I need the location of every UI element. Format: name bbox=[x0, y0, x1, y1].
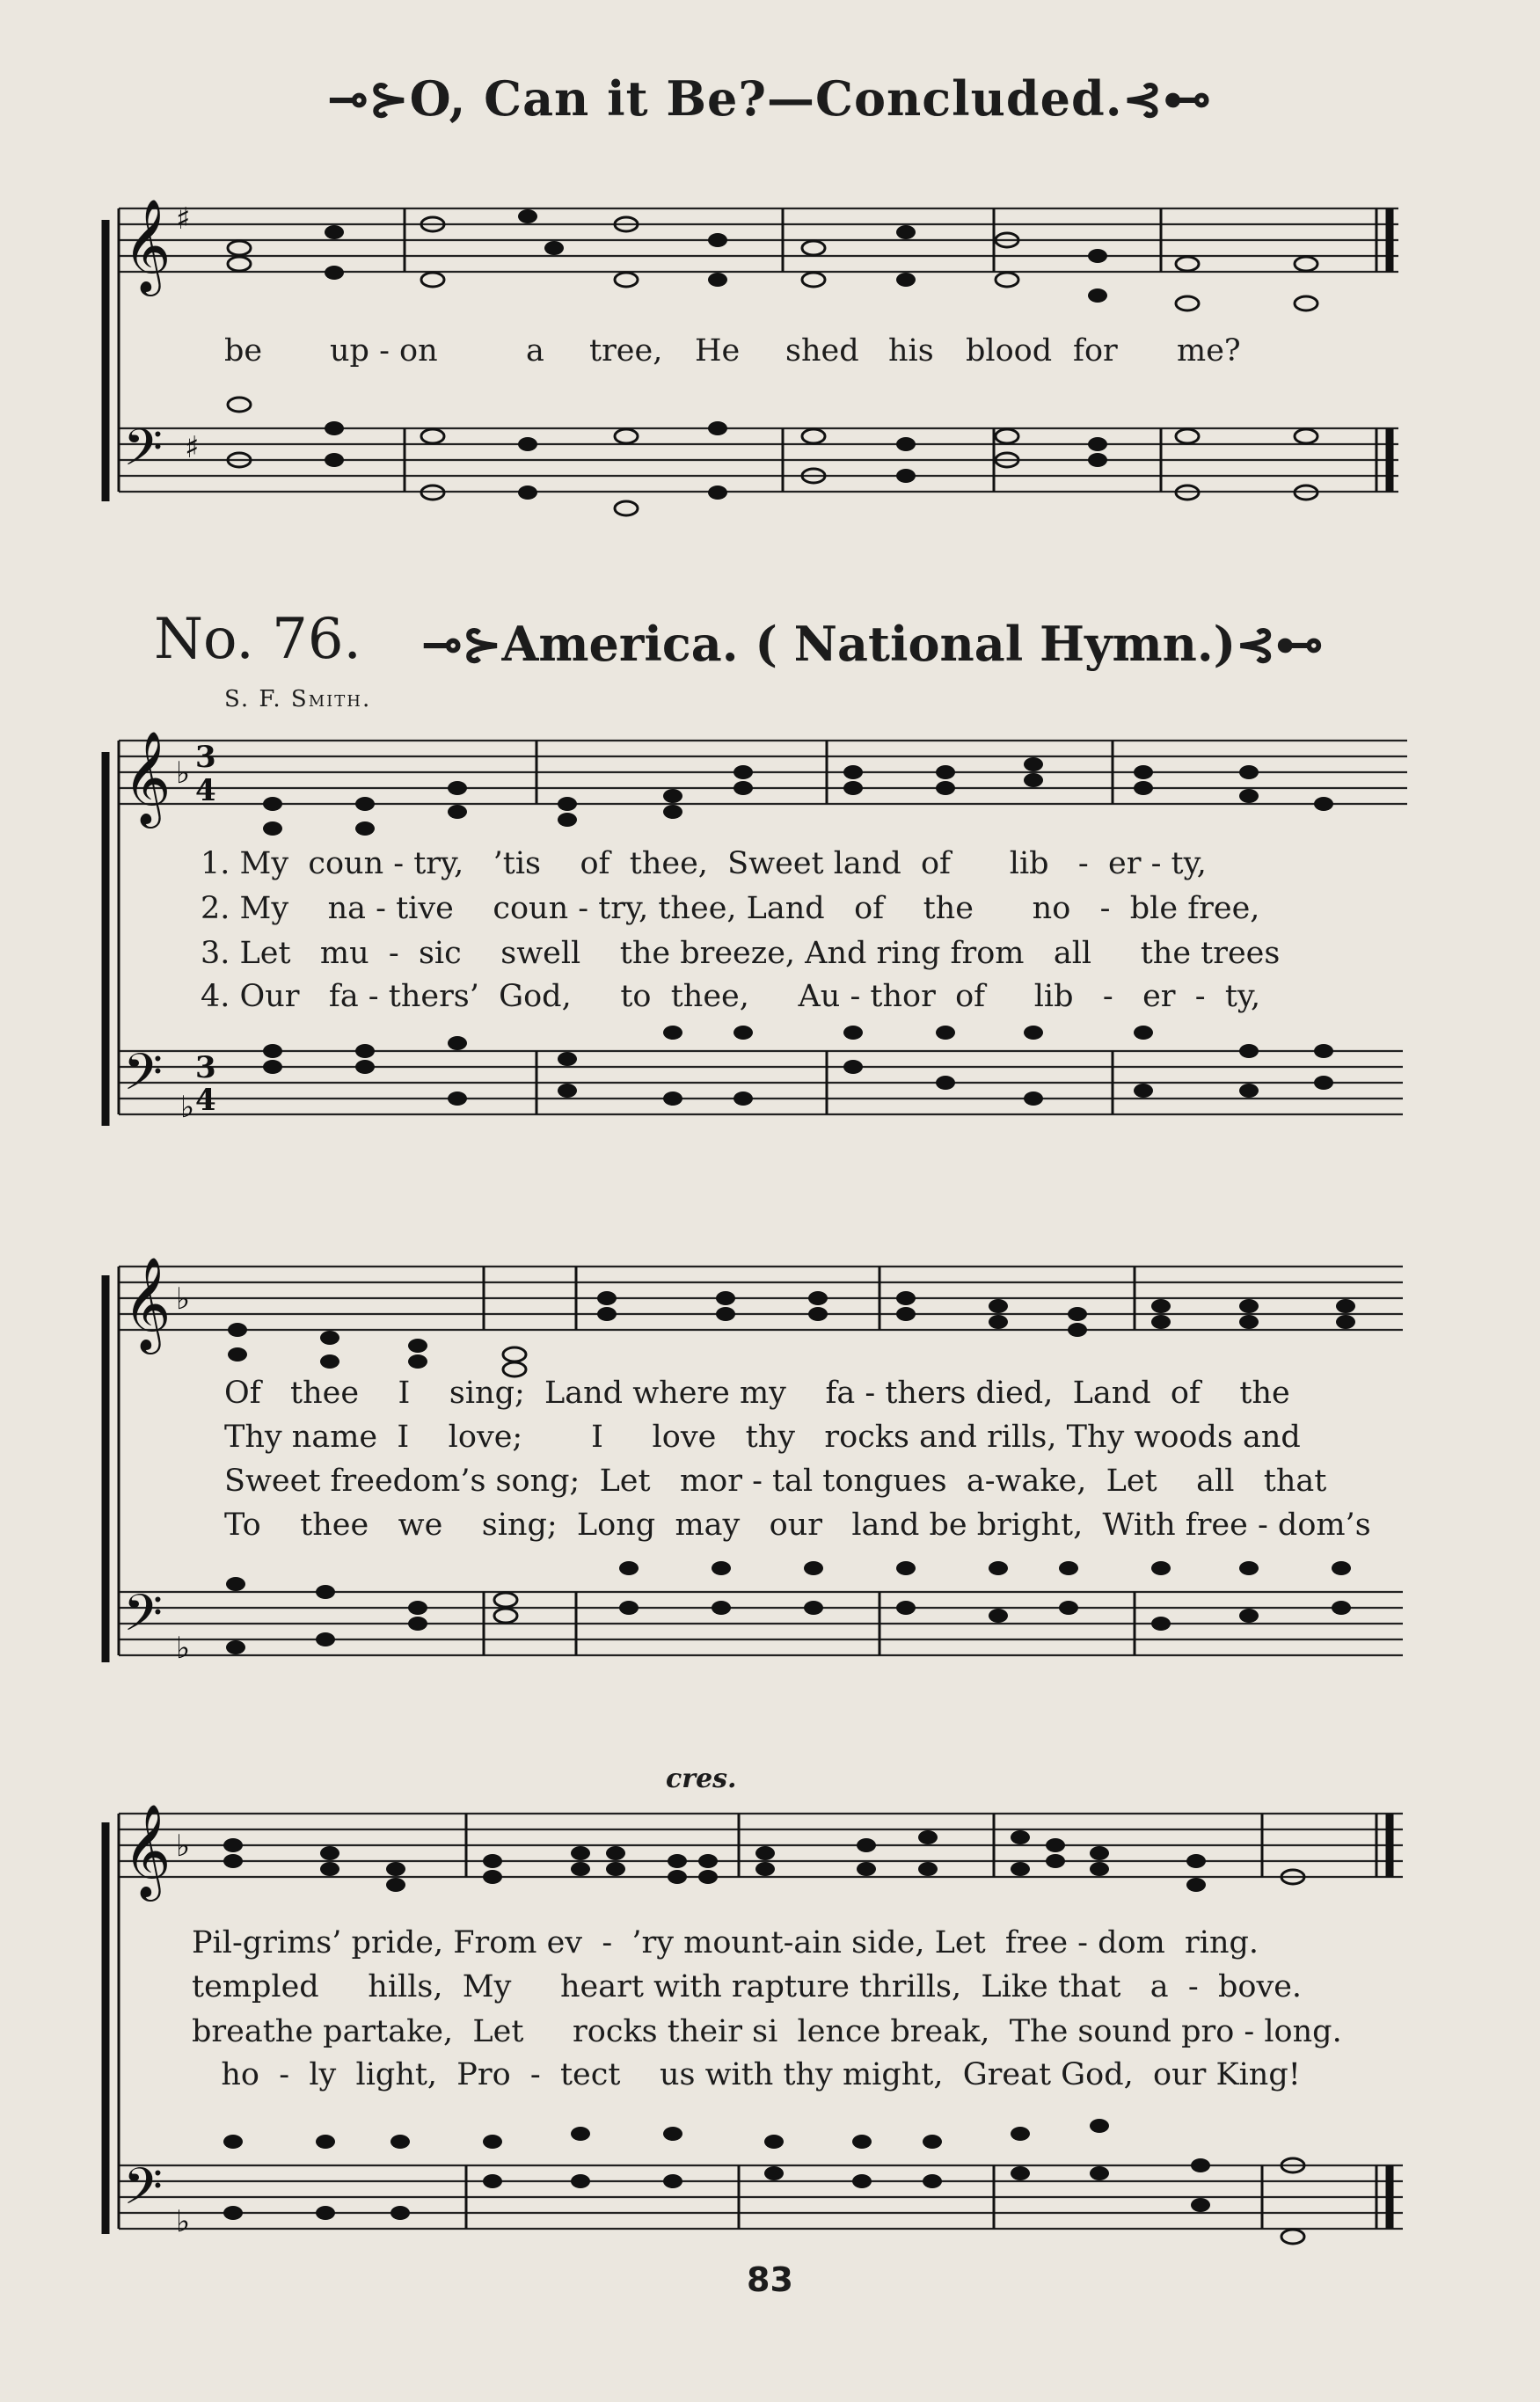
system2-verse-4: 4. Our fa - thers’ God, to thee, Au - thor of lib - er - ty, bbox=[201, 979, 1261, 1014]
svg-text:♯: ♯ bbox=[176, 201, 191, 237]
svg-text:𝄞: 𝄞 bbox=[123, 1256, 172, 1350]
svg-text:𝄢: 𝄢 bbox=[123, 418, 164, 490]
svg-text:♭: ♭ bbox=[176, 756, 191, 791]
system1-treble-staff bbox=[119, 208, 1398, 272]
svg-text:♯: ♯ bbox=[185, 430, 200, 465]
svg-text:3: 3 bbox=[195, 1050, 216, 1085]
system2-barlines bbox=[536, 741, 1113, 1114]
svg-text:𝄞: 𝄞 bbox=[123, 198, 172, 292]
svg-text:♭: ♭ bbox=[176, 2204, 191, 2239]
system4-verse-3: breathe partake, Let rocks their si lence break, The sound pro - long. bbox=[192, 2014, 1342, 2049]
svg-text:𝄢: 𝄢 bbox=[123, 2157, 164, 2229]
svg-text:3: 3 bbox=[195, 740, 216, 775]
system3-verse-4: To thee we sing; Long may our land be bright, With free - dom’s bbox=[224, 1508, 1371, 1543]
system1-lyric-blood: blood bbox=[966, 333, 1053, 369]
svg-text:𝄞: 𝄞 bbox=[123, 730, 172, 824]
system3-treble-staff bbox=[119, 1267, 1403, 1330]
svg-text:4: 4 bbox=[195, 1083, 216, 1118]
page-number: 83 bbox=[747, 2260, 793, 2299]
system4-verse-4: ho - ly light, Pro - tect us with thy might, Great God, our King! bbox=[192, 2057, 1301, 2092]
system1-lyric-me: me? bbox=[1177, 333, 1241, 369]
system1-lyric-for: for bbox=[1073, 333, 1118, 369]
system4-verse-1: Pil-grims’ pride, From ev - ’ry mount-ain side, Let free - dom ring. bbox=[192, 1925, 1259, 1960]
svg-text:♭: ♭ bbox=[180, 1090, 195, 1125]
svg-text:4: 4 bbox=[195, 773, 216, 808]
hymn-author: S. F. Smith. bbox=[224, 686, 372, 712]
hymn-title: ⊸⊱America. ( National Hymn.)⊰⊷ bbox=[422, 616, 1324, 672]
system1-lyric-a: a bbox=[526, 333, 544, 369]
system2-verse-3: 3. Let mu - sic swell the breeze, And ring from all the trees bbox=[201, 936, 1281, 971]
system3-verse-2: Thy name I love; I love thy rocks and rills, Thy woods and bbox=[224, 1420, 1301, 1455]
system1-lyric-be: be bbox=[224, 333, 263, 369]
system4-bass-staff bbox=[119, 2165, 1403, 2229]
system1-lyric-he: He bbox=[695, 333, 741, 369]
svg-text:♭: ♭ bbox=[176, 1281, 191, 1317]
continued-hymn-title: ⊸⊱O, Can it Be?—Concluded.⊰⊷ bbox=[328, 70, 1212, 127]
system3-verse-3: Sweet freedom’s song; Let mor - tal tongues a-wake, Let all that bbox=[224, 1464, 1327, 1499]
svg-text:♭: ♭ bbox=[176, 1631, 191, 1666]
svg-text:𝄢: 𝄢 bbox=[123, 1583, 164, 1655]
system2-treble-staff bbox=[119, 741, 1407, 804]
system2-verse-2: 2. My na - tive coun - try, thee, Land of the no - ble free, bbox=[201, 891, 1260, 926]
system1-lyric-his: his bbox=[888, 333, 934, 369]
system2-notes bbox=[263, 757, 1333, 1106]
system4-verse-2: templed hills, My heart with rapture thrills, Like that a - bove. bbox=[192, 1969, 1303, 2004]
system3-barlines bbox=[484, 1267, 1135, 1655]
hymn-number: No. 76. bbox=[154, 607, 361, 672]
system1-bass-staff bbox=[119, 428, 1398, 492]
system3-bass-staff bbox=[119, 1592, 1403, 1655]
system1-lyric-shed: shed bbox=[785, 333, 859, 369]
system1-lyric-upon: up - on bbox=[330, 333, 438, 369]
dynamic-cres: cres. bbox=[666, 1763, 737, 1794]
system2-bass-staff bbox=[119, 1051, 1403, 1114]
system2-verse-1: 1. My coun - try, ’tis of thee, Sweet land of lib - er - ty, bbox=[201, 846, 1207, 881]
svg-text:𝄢: 𝄢 bbox=[123, 1042, 164, 1114]
svg-text:𝄞: 𝄞 bbox=[123, 1803, 172, 1897]
system3-verse-1: Of thee I sing; Land where my fa - thers died, Land of the bbox=[224, 1376, 1290, 1411]
system1-lyric-tree: tree, bbox=[589, 333, 663, 369]
svg-text:♭: ♭ bbox=[176, 1829, 191, 1864]
